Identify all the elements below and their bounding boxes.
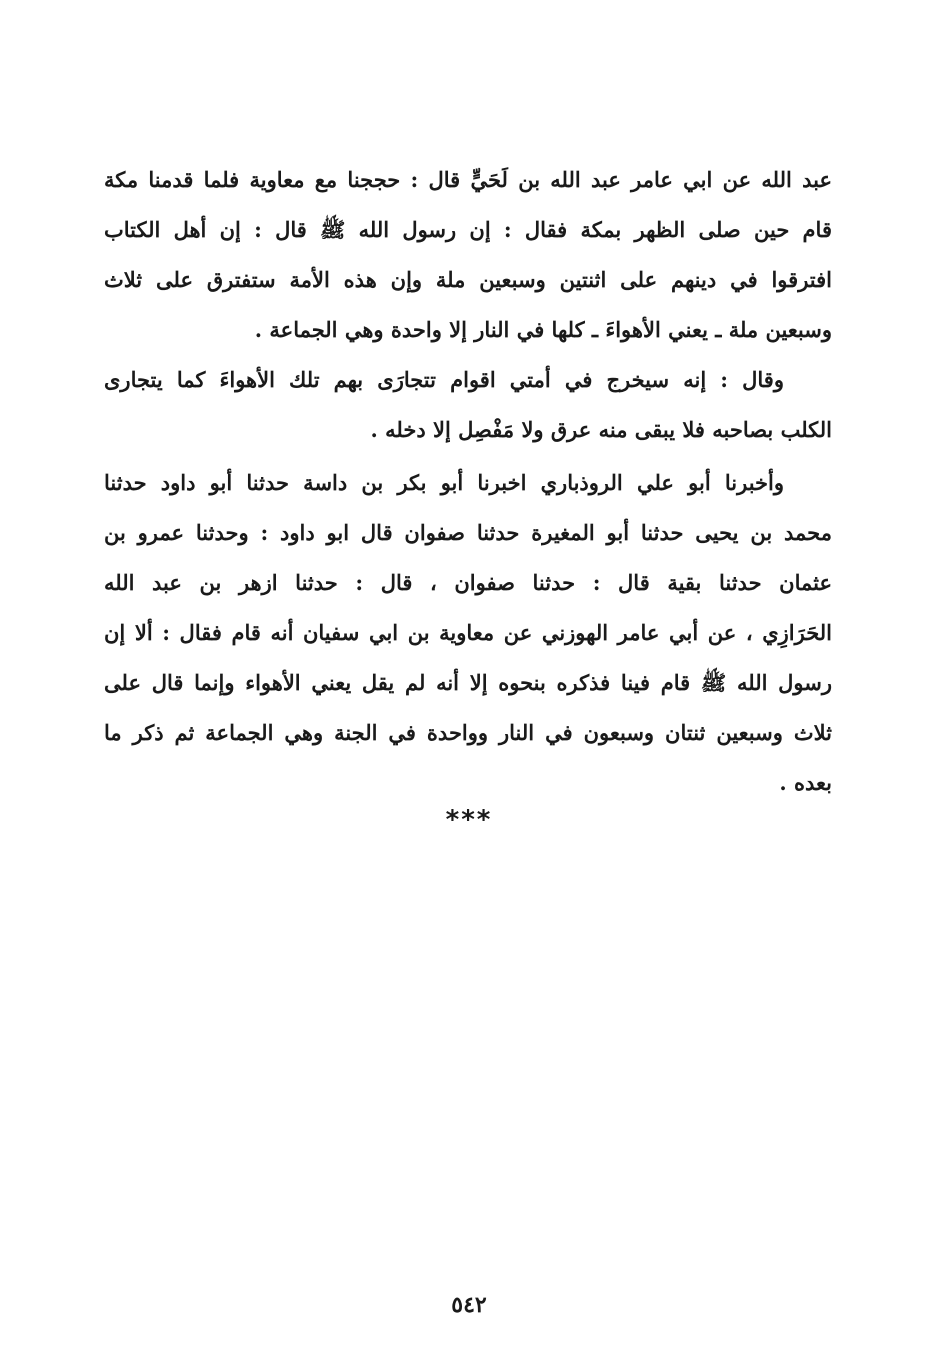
text-line: رسول الله ﷺ قام فينا فذكره بنحوه إلا أنه لم يقل يعني الأهواء وإنما قال على [104, 670, 832, 695]
text-line: عثمان حدثنا بقية قال : حدثنا صفوان ، قال : حدثنا ازهر بن عبد الله [104, 570, 832, 595]
text-line: ثلاث وسبعين ثنتان وسبعون في النار وواحدة في الجنة وهي الجماعة ثم ذكر ما [104, 720, 832, 745]
text-line: قام حين صلى الظهر بمكة فقال : إن رسول الله ﷺ قال : إن أهل الكتاب [104, 217, 832, 242]
page-number: ٥٤٢ [451, 1292, 487, 1318]
paragraph-hadith-iftiraq [104, 155, 832, 355]
text-line: وسبعين ملة ـ يعني الأهواءَ ـ كلها في النار إلا واحدة وهي الجماعة . [254, 317, 832, 342]
section-separator: *** [445, 805, 493, 835]
paragraph-ahwa [104, 355, 832, 455]
text-line: وقال : إنه سيخرج في أمتي اقوام تتجارَى بهم تلك الأهواءَ كما يتجارى [104, 367, 784, 392]
text-line: وأخبرنا أبو علي الروذباري اخبرنا أبو بكر بن داسة حدثنا أبو داود حدثنا [104, 470, 784, 495]
text-line: محمد بن يحيى حدثنا أبو المغيرة حدثنا صفوان قال ابو داود : وحدثنا عمرو بن [104, 520, 832, 545]
text-line: الحَرَازِي ، عن أبي عامر الهوزني عن معاوية بن ابي سفيان أنه قام فقال : ألا إن [104, 620, 832, 645]
paragraph-isnad [104, 458, 832, 808]
text-line: الكلب بصاحبه فلا يبقى منه عرق ولا مَفْصِل إلا دخله . [370, 417, 832, 442]
text-line: بعده . [779, 770, 832, 795]
text-line: عبد الله عن ابي عامر عبد الله بن لَحَيٍّ قال : حججنا مع معاوية فلما قدمنا مكة [104, 167, 832, 192]
text-line: افترقوا في دينهم على اثنتين وسبعين ملة وإن هذه الأمة ستفترق على ثلاث [104, 267, 832, 292]
